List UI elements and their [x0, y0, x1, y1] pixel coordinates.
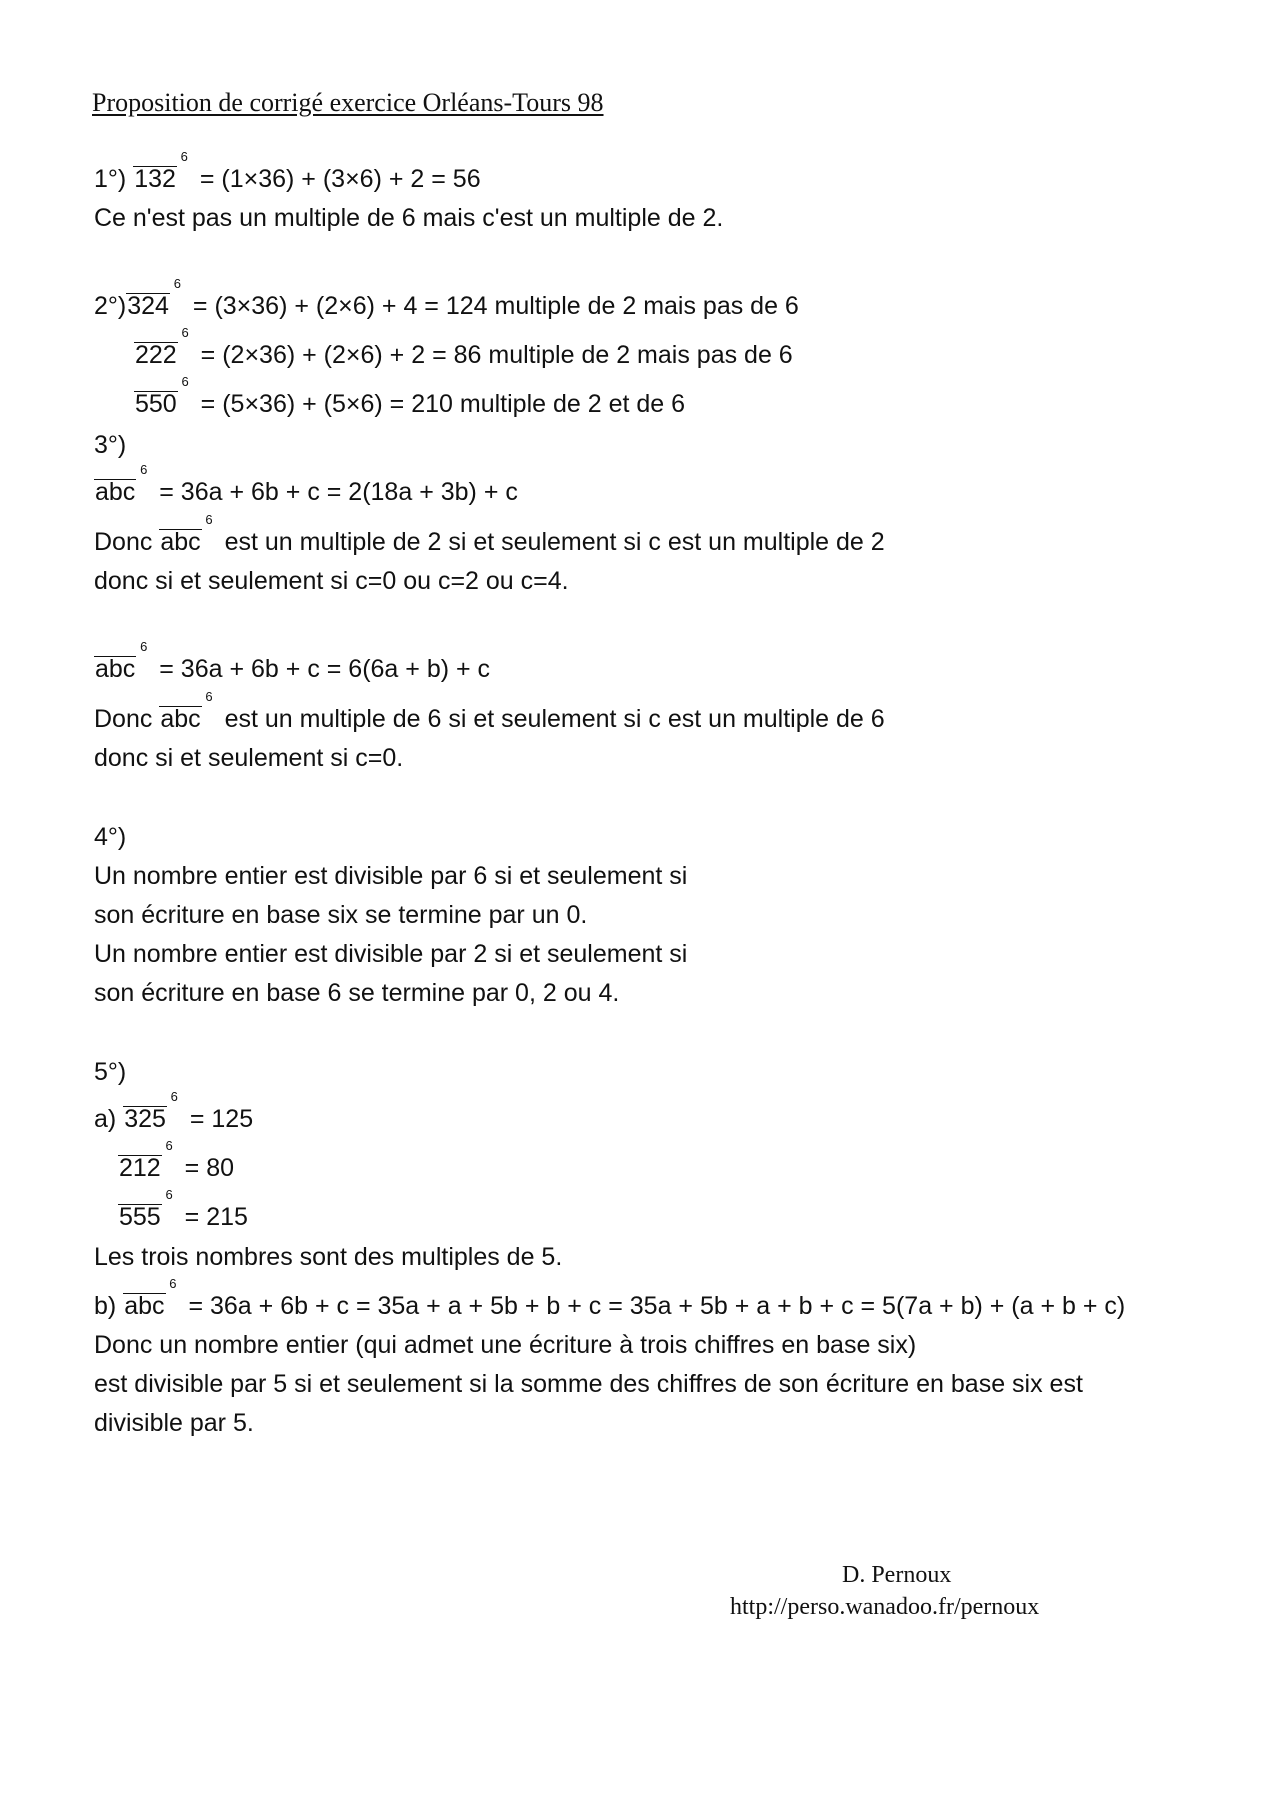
q5a-expression-3: = 215 — [184, 1203, 248, 1231]
q3-number-2: abc 6 — [95, 639, 148, 683]
q3-conclusion-1-text: est un multiple de 2 si et seulement si c est un multiple de 2 — [224, 528, 885, 556]
q5b-equation — [94, 1276, 1126, 1321]
q3-number: abc 6 — [95, 462, 148, 506]
base-subscript: 6 — [173, 276, 181, 291]
q5a-number-3: 555 6 — [119, 1187, 173, 1231]
q2-number-2: 222 6 — [135, 325, 189, 369]
q2-expression-1: = (3×36) + (2×6) + 4 = 124 multiple de 2 mais pas de 6 — [192, 292, 799, 320]
q1-equation — [94, 149, 481, 194]
q2-number-3: 550 6 — [135, 374, 189, 418]
base-subscript: 6 — [140, 462, 148, 477]
q5a-row-1 — [94, 1089, 254, 1134]
q4-line-4: son écriture en base 6 se termine par 0, 2 ou 4. — [94, 979, 620, 1007]
q5a-label: a) — [94, 1105, 117, 1133]
q2-row-2 — [134, 325, 793, 370]
q1-expression: = (1×36) + (3×6) + 2 = 56 — [199, 165, 481, 193]
base-subscript: 6 — [181, 374, 189, 389]
base-subscript: 6 — [205, 512, 213, 527]
q5a-row-2 — [118, 1138, 235, 1183]
q5-label: 5°) — [94, 1058, 127, 1086]
q3-conclusion-2-line2: donc si et seulement si c=0. — [94, 744, 404, 772]
base-subscript: 6 — [169, 1276, 177, 1291]
q5b-number: abc 6 — [124, 1276, 177, 1320]
q3-conclusion-1 — [94, 512, 885, 557]
q2-row-1 — [94, 276, 799, 321]
base-subscript: 6 — [140, 639, 148, 654]
base-subscript: 6 — [165, 1138, 173, 1153]
q3-label: 3°) — [94, 431, 127, 459]
q2-expression-3: = (5×36) + (5×6) = 210 multiple de 2 et de 6 — [200, 390, 686, 418]
base-subscript: 6 — [165, 1187, 173, 1202]
q1-comment: Ce n'est pas un multiple de 6 mais c'est un multiple de 2. — [94, 204, 724, 232]
q1-label: 1°) — [94, 165, 127, 193]
base-subscript: 6 — [181, 325, 189, 340]
q5a-conclusion: Les trois nombres sont des multiples de 5. — [94, 1243, 563, 1271]
q3-expression-1: = 36a + 6b + c = 2(18a + 3b) + c — [159, 478, 518, 506]
q2-row-3 — [134, 374, 686, 419]
q4-line-2: son écriture en base six se termine par un 0. — [94, 901, 588, 929]
donc-word: Donc — [94, 528, 153, 556]
q4-label: 4°) — [94, 823, 127, 851]
q5b-expression: = 36a + 6b + c = 35a + a + 5b + b + c = 35a + 5b + a + b + c = 5(7a + b) + (a + b + c) — [188, 1292, 1126, 1320]
q5a-number-1: 325 6 — [124, 1089, 178, 1133]
q3-number-inline-2: abc 6 — [160, 689, 213, 733]
document-title: Proposition de corrigé exercice Orléans-Tours 98 — [92, 88, 604, 117]
q3-conclusion-2 — [94, 689, 885, 734]
q2-label: 2°) — [94, 292, 127, 320]
q5a-number-2: 212 6 — [119, 1138, 173, 1182]
author-name: D. Pernoux — [842, 1562, 952, 1588]
base-subscript: 6 — [205, 689, 213, 704]
donc-word: Donc — [94, 705, 153, 733]
q4-line-3: Un nombre entier est divisible par 2 si et seulement si — [94, 940, 688, 968]
q1-number: 132 6 — [134, 149, 188, 193]
q3-conclusion-1-line2: donc si et seulement si c=0 ou c=2 ou c=4. — [94, 567, 569, 595]
q3-expression-2: = 36a + 6b + c = 6(6a + b) + c — [159, 655, 491, 683]
q5a-expression-2: = 80 — [184, 1154, 235, 1182]
q5b-line-2: est divisible par 5 si et seulement si la somme des chiffres de son écriture en base six est — [94, 1370, 1083, 1398]
q2-expression-2: = (2×36) + (2×6) + 2 = 86 multiple de 2 mais pas de 6 — [200, 341, 793, 369]
q4-line-1: Un nombre entier est divisible par 6 si et seulement si — [94, 862, 688, 890]
q5b-label: b) — [94, 1292, 117, 1320]
q3-conclusion-2-text: est un multiple de 6 si et seulement si c est un multiple de 6 — [224, 705, 885, 733]
author-url[interactable]: http://perso.wanadoo.fr/pernoux — [730, 1594, 1040, 1620]
q5b-line-3: divisible par 5. — [94, 1409, 254, 1437]
q5a-expression-1: = 125 — [189, 1105, 254, 1133]
q5a-row-3 — [118, 1187, 248, 1232]
q5b-line-1: Donc un nombre entier (qui admet une écriture à trois chiffres en base six) — [94, 1331, 917, 1359]
base-subscript: 6 — [180, 149, 188, 164]
q3-equation-1 — [94, 462, 518, 507]
base-subscript: 6 — [170, 1089, 178, 1104]
q2-number-1: 324 6 — [127, 276, 181, 320]
q3-equation-2 — [94, 639, 491, 684]
q3-number-inline: abc 6 — [160, 512, 213, 556]
